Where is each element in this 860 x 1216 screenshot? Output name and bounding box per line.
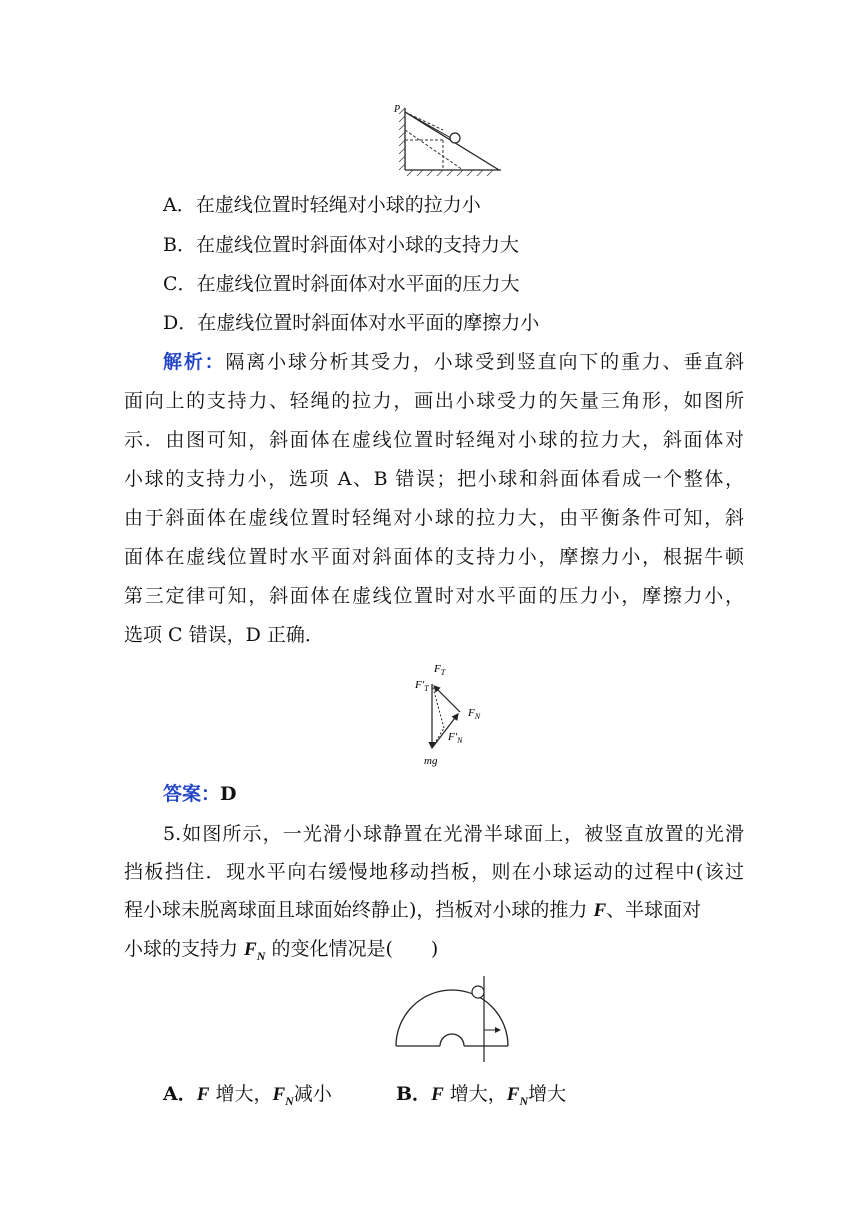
answer-line <box>163 782 783 806</box>
force-triangle-figure <box>412 660 492 770</box>
q5-option-b: B．F 增大，$F_N$增大 <box>396 1083 567 1108</box>
hemisphere-figure <box>392 974 518 1064</box>
ft-prime-label: $F'_T$ <box>415 679 429 693</box>
incline-figure <box>393 100 505 176</box>
answer-value: D <box>220 783 237 805</box>
option-c: C．在虚线位置时斜面体对水平面的压力大 <box>163 273 520 295</box>
fn-label: $F_N$ <box>468 707 481 721</box>
q5-line-4: 小球的支持力 $F_N$ 的变化情况是( ) <box>124 938 439 963</box>
analysis-line-7: 第三定律可知，斜面体在虚线位置时对水平面的压力小，摩擦力小， <box>124 585 744 607</box>
point-p-label: P <box>394 104 401 115</box>
analysis-line-3: 示．由图可知，斜面体在虚线位置时轻绳对小球的拉力大，斜面体对 <box>124 429 744 451</box>
q5-line-2: 挡板挡住．现水平向右缓慢地移动挡板，则在小球运动的过程中(该过 <box>124 861 744 883</box>
q5-line-1: 5.如图所示，一光滑小球静置在光滑半球面上，被竖直放置的光滑 <box>163 823 744 845</box>
analysis-line-5: 由于斜面体在虚线位置时轻绳对小球的拉力大，由平衡条件可知，斜 <box>124 507 744 529</box>
analysis-line-2: 面向上的支持力、轻绳的拉力，画出小球受力的矢量三角形，如图所 <box>124 390 744 412</box>
analysis-label: 解析： <box>163 351 226 373</box>
analysis-line-6: 面体在虚线位置时水平面对斜面体的支持力小，摩擦力小，根据牛顿 <box>124 546 744 568</box>
mg-label: mg <box>424 755 438 767</box>
q5-options-line <box>163 1082 663 1113</box>
fn-prime-label: $F'_N$ <box>448 731 463 745</box>
option-b: B．在虚线位置时斜面体对小球的支持力大 <box>163 234 519 256</box>
analysis-line-8: 选项 C 错误，D 正确． <box>124 624 324 646</box>
q5-line-3: 程小球未脱离球面且球面始终静止)，挡板对小球的推力 F、半球面对 <box>124 899 702 921</box>
option-d: D．在虚线位置时斜面体对水平面的摩擦力小 <box>163 312 540 334</box>
option-a: A．在虚线位置时轻绳对小球的拉力小 <box>163 194 481 216</box>
q5-option-a: A．F 增大，$F_N$减小 <box>163 1083 332 1108</box>
analysis-line-4: 小球的支持力小，选项 A、B 错误；把小球和斜面体看成一个整体， <box>124 468 744 490</box>
analysis-line-1: 解析：隔离小球分析其受力，小球受到竖直向下的重力、垂直斜 <box>163 351 744 373</box>
ft-label: $F_T$ <box>434 663 446 677</box>
answer-label: 答案： <box>163 783 221 805</box>
